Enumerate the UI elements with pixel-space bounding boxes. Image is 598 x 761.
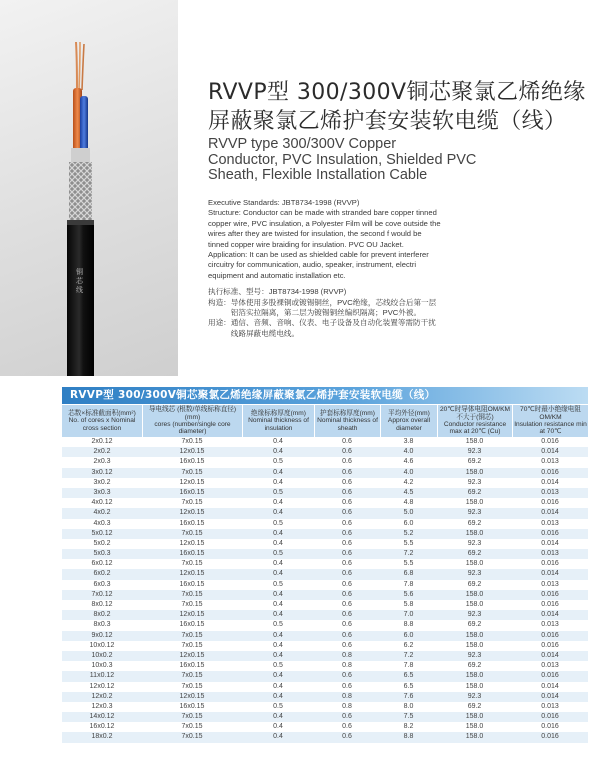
table-cell: 0.016 [541,631,559,639]
table-cell: 92.3 [467,478,482,486]
cn-description [208,287,443,339]
table-row [62,488,588,498]
table-cell: 5.8 [403,601,414,608]
column-header-cn: 绝缘标称厚度(mm) [251,409,306,417]
table-cell: 0.6 [342,519,352,527]
table-cell: 0.016 [541,672,559,680]
table-cell: 0.016 [541,733,559,741]
table-cell: 158.0 [465,529,484,537]
spec-table-title: RVVP型 300/300V铜芯聚氯乙烯绝缘屏蔽聚氯乙烯护套安装软电缆（线） [62,387,588,404]
column-header-cn: 导电线芯 (根数/单线标称直径)(mm) [148,406,237,421]
table-cell: 69.2 [467,662,482,670]
table-cell: 92.3 [467,539,482,547]
cn-structure-value: 导体使用多股裸铜或镀锡铜丝，PVC绝缘，芯线绞合后第一层铝箔实拉隔离，第二层为镀锡铜丝编织隔离；PVC外被。 [230,297,437,318]
table-cell: 0.5 [273,488,283,496]
table-row [62,519,588,529]
column-header-en: Nominal thickness of insulation [248,417,309,432]
column-header-en: No. of cores x Nominal cross section [68,417,136,432]
table-row [62,712,588,722]
table-cell: 5.5 [403,539,414,547]
table-row [62,508,588,518]
cn-standard-key: 执行标准、型号： [208,287,269,297]
table-cell: 0.6 [342,478,352,486]
table-cell: 0.6 [342,539,352,547]
table-cell: 7x0.15 [181,438,203,445]
table-cell: 6.5 [403,672,414,680]
table-cell: 12x0.2 [91,692,113,700]
table-cell: 0.6 [342,611,352,619]
spec-table-body [62,437,588,743]
table-row [62,702,588,712]
table-cell: 69.2 [467,488,482,496]
spec-table [62,387,588,743]
table-cell: 0.5 [273,702,283,710]
table-cell: 3x0.12 [91,468,113,476]
table-cell: 6x0.3 [93,580,111,588]
table-cell: 0.4 [273,651,283,659]
table-cell: 4.6 [403,458,414,466]
table-cell: 0.016 [541,713,559,721]
table-cell: 0.016 [541,641,559,649]
table-cell: 7.5 [403,713,414,721]
table-cell: 16x0.15 [179,519,205,527]
table-cell: 0.4 [273,682,283,690]
table-cell: 0.6 [342,590,352,598]
table-cell: 4.5 [403,488,414,496]
table-cell: 0.6 [342,499,352,507]
table-row [62,569,588,579]
table-cell: 158.0 [465,631,484,639]
table-cell: 12x0.15 [179,509,205,517]
table-cell: 69.2 [467,550,482,558]
table-cell: 0.013 [541,621,559,629]
table-cell: 8.2 [403,723,414,731]
table-cell: 0.6 [342,723,352,731]
column-header-en: Conductor resistance max at 20℃ (Cu) [443,421,507,436]
table-cell: 7x0.15 [181,723,203,731]
table-cell: 8.8 [403,733,414,741]
table-cell: 7x0.15 [181,672,203,680]
table-row [62,600,588,610]
table-cell: 12x0.3 [91,702,113,710]
table-row [62,732,588,742]
table-cell: 6.0 [403,631,414,639]
table-cell: 0.6 [342,468,352,476]
table-row [62,722,588,732]
table-cell: 158.0 [465,560,484,568]
table-cell: 0.014 [541,682,559,690]
cn-use-value: 通信、音频、音响、仪表、电子设备及自动化装置等需防干扰线路屏蔽电缆电线。 [230,318,436,338]
cable-illustration [0,0,178,376]
table-row [62,457,588,467]
cable-photo [0,0,178,376]
table-cell: 4x0.2 [93,509,111,517]
column-header [437,405,512,437]
table-cell: 69.2 [467,519,482,527]
table-cell: 0.6 [342,641,352,649]
table-cell: 7x0.15 [181,682,203,690]
table-cell: 0.013 [541,550,559,558]
table-cell: 158.0 [465,641,484,649]
table-cell: 0.4 [273,641,283,649]
table-cell: 7x0.15 [181,601,203,608]
table-cell: 0.014 [541,692,559,700]
table-cell: 0.6 [342,458,352,466]
cn-structure-key: 构造： [208,297,231,307]
table-cell: 0.6 [342,488,352,496]
table-cell: 7.6 [403,692,414,700]
column-header-cn: 芯数×标准截面积(mm²) [68,409,136,417]
table-row [62,651,588,661]
table-cell: 5x0.2 [93,539,111,547]
cn-use-key: 用途： [208,318,231,328]
table-cell: 158.0 [465,672,484,680]
table-cell: 158.0 [465,713,484,721]
table-cell: 0.4 [273,448,283,456]
table-cell: 0.014 [541,478,559,486]
cn-use-row [208,318,443,339]
table-cell: 0.4 [273,539,283,547]
table-cell: 16x0.15 [179,621,205,629]
table-cell: 0.8 [342,662,352,670]
table-cell: 0.6 [342,448,352,456]
table-cell: 5.5 [403,560,414,568]
table-cell: 0.4 [273,529,283,537]
table-row [62,447,588,457]
table-cell: 0.016 [541,499,559,507]
table-row [62,539,588,549]
table-cell: 7.8 [403,662,414,670]
table-cell: 0.5 [273,519,283,527]
table-cell: 0.4 [273,468,283,476]
table-row [62,437,588,447]
table-cell: 0.016 [541,723,559,731]
table-row [62,529,588,539]
table-cell: 16x0.15 [179,580,205,588]
table-cell: 0.014 [541,611,559,619]
table-row [62,661,588,671]
table-cell: 3x0.3 [93,488,111,496]
table-cell: 16x0.15 [179,488,205,496]
column-header [314,405,380,437]
table-cell: 0.6 [342,672,352,680]
cable-print-label: 铜芯线 [76,268,83,294]
table-cell: 0.4 [273,723,283,731]
spec-table-header [62,404,588,437]
table-cell: 16x0.12 [89,723,115,731]
table-cell: 0.4 [273,499,283,507]
table-cell: 0.5 [273,458,283,466]
table-cell: 5x0.12 [91,529,113,537]
table-cell: 0.6 [342,529,352,537]
table-cell: 0.6 [342,713,352,721]
table-cell: 9x0.12 [91,631,113,639]
table-cell: 12x0.15 [179,651,205,659]
table-cell: 12x0.15 [179,539,205,547]
table-cell: 7x0.15 [181,713,203,721]
table-row [62,692,588,702]
table-cell: 4.2 [403,478,414,486]
table-row [62,468,588,478]
column-header [380,405,437,437]
title-en-line1: RVVP type 300/300V Copper [208,136,397,152]
table-cell: 0.8 [342,651,352,659]
table-cell: 3x0.2 [93,478,111,486]
executive-standards: Executive Standards: JBT8734-1998 (RVVP) [208,198,360,207]
structure-text: Structure: Conductor can be made with stranded bare copper tinned copper wire, PVC insulation, a Polyester Film will be cove outside the wires after they are twisted for insulation, the second f would be tinned copper wire braiding for insulation. PVC OU Jacket. [208,208,441,249]
table-cell: 0.6 [342,509,352,517]
table-cell: 0.4 [273,601,283,608]
table-cell: 5x0.3 [93,550,111,558]
table-cell: 0.4 [273,611,283,619]
table-cell: 0.014 [541,448,559,456]
table-cell: 8x0.3 [93,621,111,629]
table-cell: 0.013 [541,702,559,710]
table-cell: 92.3 [467,692,482,700]
column-header [242,405,314,437]
table-cell: 12x0.15 [179,570,205,578]
product-title-cn [208,78,593,136]
table-cell: 0.016 [541,529,559,537]
table-cell: 69.2 [467,702,482,710]
table-cell: 2x0.3 [93,458,111,466]
table-cell: 69.2 [467,621,482,629]
table-cell: 16x0.15 [179,458,205,466]
table-cell: 11x0.12 [89,672,115,680]
table-cell: 4.0 [403,448,414,456]
table-cell: 5.6 [403,590,414,598]
table-cell: 7x0.15 [181,733,203,741]
table-cell: 7.8 [403,580,414,588]
column-header [512,405,588,437]
table-row [62,671,588,681]
table-cell: 0.4 [273,560,283,568]
table-cell: 0.8 [342,702,352,710]
table-cell: 0.013 [541,458,559,466]
table-cell: 0.4 [273,733,283,741]
table-cell: 158.0 [465,468,484,476]
table-cell: 69.2 [467,458,482,466]
column-header-cn: 70℃时最小绝缘电阻OM/KM [520,406,581,421]
product-title-en [208,137,568,184]
table-cell: 16x0.15 [179,662,205,670]
cn-standard-row [208,287,443,297]
table-cell: 8.0 [403,702,414,710]
table-row [62,478,588,488]
table-cell: 158.0 [465,601,484,608]
table-cell: 7.2 [403,550,414,558]
table-cell: 0.6 [342,621,352,629]
table-cell: 92.3 [467,651,482,659]
table-cell: 4x0.12 [91,499,113,507]
table-row [62,590,588,600]
table-cell: 2x0.2 [93,448,111,456]
table-cell: 12x0.15 [179,448,205,456]
table-cell: 10x0.12 [89,641,115,649]
table-cell: 16x0.15 [179,702,205,710]
product-description [208,198,443,339]
column-header-cn: 平均外径(mm) [388,409,430,417]
table-row [62,549,588,559]
table-cell: 0.4 [273,692,283,700]
table-cell: 69.2 [467,580,482,588]
table-cell: 0.6 [342,580,352,588]
table-cell: 14x0.12 [89,713,115,721]
table-cell: 0.5 [273,580,283,588]
column-header-cn: 护套标称厚度(mm) [320,409,375,417]
table-cell: 0.016 [541,601,559,608]
table-cell: 16x0.15 [179,550,205,558]
table-cell: 6x0.12 [91,560,113,568]
table-row [62,559,588,569]
table-row [62,580,588,590]
table-cell: 158.0 [465,682,484,690]
table-cell: 7.0 [403,611,414,619]
table-cell: 0.5 [273,621,283,629]
table-cell: 0.6 [342,570,352,578]
table-cell: 158.0 [465,438,484,445]
table-cell: 0.013 [541,519,559,527]
table-cell: 3.8 [403,438,414,445]
table-cell: 6x0.2 [93,570,111,578]
table-cell: 0.6 [342,682,352,690]
table-cell: 6.2 [403,641,414,649]
table-cell: 0.016 [541,560,559,568]
table-cell: 92.3 [467,611,482,619]
table-cell: 8x0.12 [91,601,113,608]
column-header-en: Nominal thickness of sheath [317,417,378,432]
table-cell: 92.3 [467,448,482,456]
table-cell: 0.4 [273,570,283,578]
table-cell: 5.0 [403,509,414,517]
table-cell: 4.0 [403,468,414,476]
table-cell: 0.014 [541,509,559,517]
table-cell: 0.4 [273,672,283,680]
application-text: Application: It can be used as shielded cable for prevent interferer circuitry for communication, audio, speaker, instrument, electri equipment and automatic installation etc. [208,250,429,280]
table-cell: 7x0.15 [181,641,203,649]
table-cell: 0.6 [342,560,352,568]
table-cell: 0.6 [342,438,352,445]
table-cell: 5.2 [403,529,414,537]
table-cell: 0.5 [273,662,283,670]
table-cell: 92.3 [467,570,482,578]
table-cell: 0.4 [273,631,283,639]
table-cell: 158.0 [465,733,484,741]
table-cell: 0.016 [541,468,559,476]
table-cell: 0.014 [541,651,559,659]
table-cell: 92.3 [467,509,482,517]
table-cell: 0.6 [342,631,352,639]
column-header-en: Insulation resistance min at 70℃ [514,421,587,436]
cn-standard-value: JBT8734-1998 (RVVP) [268,287,347,297]
title-en-line2: Conductor, PVC Insulation, Shielded PVC [208,151,477,168]
table-cell: 158.0 [465,590,484,598]
title-en-line3: Sheath, Flexible Installation Cable [208,167,428,183]
table-cell: 0.8 [342,692,352,700]
table-cell: 4x0.3 [93,519,111,527]
table-cell: 0.6 [342,733,352,741]
table-cell: 0.6 [342,601,352,608]
table-cell: 7.2 [403,651,414,659]
table-cell: 10x0.3 [91,662,113,670]
table-cell: 6.0 [403,519,414,527]
table-cell: 0.016 [541,438,559,445]
title-cn-line1: RVVP型 300/300V铜芯聚氯乙烯绝缘 [208,80,586,105]
table-cell: 6.8 [403,570,414,578]
table-cell: 7x0.15 [181,560,203,568]
table-row [62,498,588,508]
table-cell: 12x0.12 [89,682,115,690]
table-cell: 0.013 [541,662,559,670]
table-row [62,610,588,620]
table-cell: 0.4 [273,509,283,517]
table-cell: 0.014 [541,570,559,578]
table-row [62,631,588,641]
table-cell: 0.013 [541,580,559,588]
table-cell: 0.4 [273,590,283,598]
table-cell: 0.6 [342,550,352,558]
table-cell: 158.0 [465,499,484,507]
table-cell: 7x0.15 [181,499,203,507]
table-cell: 0.014 [541,539,559,547]
table-cell: 0.5 [273,550,283,558]
table-cell: 6.5 [403,682,414,690]
table-cell: 0.4 [273,713,283,721]
table-cell: 4.8 [403,499,414,507]
table-row [62,682,588,692]
table-cell: 2x0.12 [91,438,113,445]
column-header-cn: 20℃时导体电阻OM/KM 不大于(铜芯) [439,406,511,421]
table-cell: 7x0.15 [181,631,203,639]
title-cn-line2: 屏蔽聚氯乙烯护套安装软电缆（线） [208,109,567,134]
table-row [62,620,588,630]
table-cell: 12x0.15 [179,478,205,486]
column-header [62,405,142,437]
table-cell: 0.016 [541,590,559,598]
table-cell: 7x0.15 [181,529,203,537]
table-cell: 12x0.15 [179,611,205,619]
table-cell: 8x0.2 [93,611,111,619]
column-header [142,405,242,437]
table-row [62,641,588,651]
table-cell: 18x0.2 [91,733,113,741]
table-cell: 7x0.15 [181,468,203,476]
cn-structure-row [208,298,443,319]
table-cell: 12x0.15 [179,692,205,700]
table-cell: 158.0 [465,723,484,731]
table-cell: 7x0.12 [91,590,113,598]
table-cell: 7x0.15 [181,590,203,598]
column-header-en: Approx overall diameter [387,417,431,432]
column-header-en: cores (number/single core diameter) [154,421,231,436]
table-cell: 0.4 [273,478,283,486]
table-cell: 8.8 [403,621,414,629]
table-cell: 10x0.2 [91,651,113,659]
table-cell: 0.013 [541,488,559,496]
table-cell: 0.4 [273,438,283,445]
